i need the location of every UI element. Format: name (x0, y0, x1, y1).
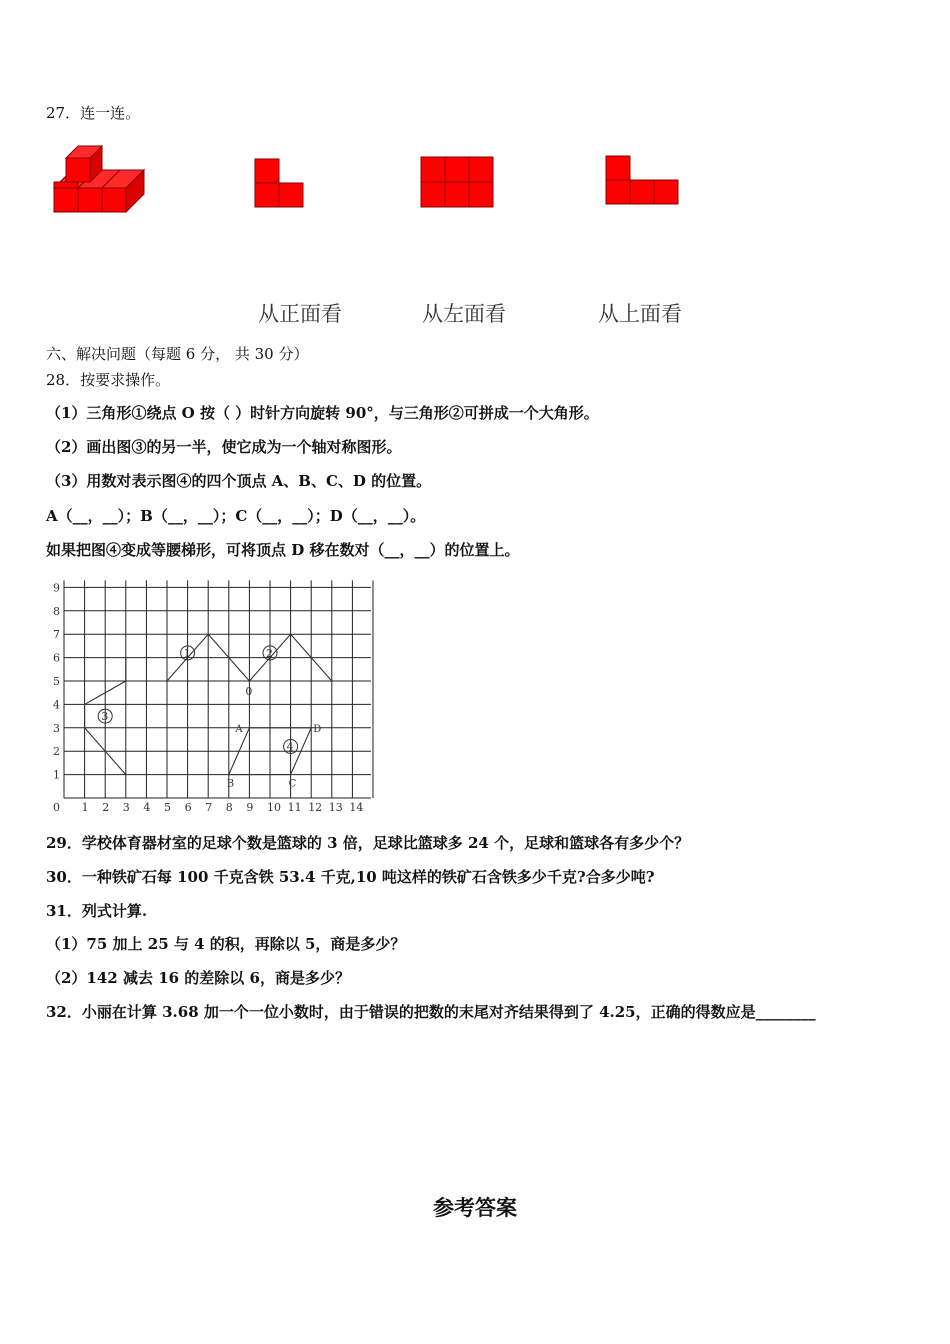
y-tick-label: 3 (53, 721, 60, 735)
q28-title: 28．按要求操作。 (46, 371, 171, 389)
view-labels (258, 298, 718, 328)
x-tick-label: 7 (205, 801, 213, 814)
answer-title: 参考答案 (433, 1196, 517, 1220)
x-tick-label: 13 (328, 801, 343, 814)
y-tick-label: 1 (53, 768, 60, 782)
y-tick-label: 7 (53, 628, 60, 642)
view-option-a (254, 158, 306, 210)
coordinate-grid-figure (44, 572, 374, 812)
x-tick-label: 8 (225, 801, 233, 814)
q28-part2: （2）画出图③的另一半，使它成为一个轴对称图形。 (46, 438, 402, 456)
view-option-c (605, 155, 683, 209)
shape-number-label: 3 (101, 710, 109, 724)
q31-part2: （2）142 减去 16 的差除以 6，商是多少？ (46, 969, 350, 987)
q28-part3: （3）用数对表示图④的四个顶点 A、B、C、D 的位置。 (46, 472, 432, 490)
x-tick-label: 6 (184, 801, 192, 814)
q31-title: 31．列式计算. (46, 902, 148, 920)
q30: 30．一种铁矿石每 100 千克含铁 53.4 千克,10 吨这样的铁矿石含铁多少千克?合多少吨? (46, 868, 655, 886)
x-tick-label: 1 (81, 801, 89, 814)
section6-title: 六、解决问题（每题 6 分， 共 30 分） (46, 345, 309, 363)
x-tick-label: 5 (164, 801, 171, 814)
q28-part4: A（__，__）；B（__，__）；C（__，__）；D（__，__）。 (46, 507, 426, 525)
view-label-top: 从上面看 (598, 302, 682, 326)
x-tick-label: 11 (287, 801, 302, 814)
point-a-label: A (235, 723, 243, 735)
x-tick-label: 2 (102, 801, 110, 814)
point-d-label: D (313, 723, 322, 735)
cube-solid-figure (52, 144, 152, 216)
y-tick-label: 5 (53, 675, 60, 688)
shape-number-label: 1 (183, 646, 191, 660)
x-tick-label: 4 (143, 801, 151, 814)
y-tick-label: 9 (53, 581, 60, 595)
y-tick-label: 8 (53, 604, 60, 618)
q28-part5: 如果把图④变成等腰梯形，可将顶点 D 移在数对（__，__）的位置上。 (46, 541, 520, 559)
x-tick-label: 9 (246, 801, 254, 814)
q28-part1: （1）三角形①绕点 O 按（ ）时针方向旋转 90°，与三角形②可拼成一个大角形。 (46, 404, 599, 422)
q32: 32．小丽在计算 3.68 加一个一位小数时，由于错误的把数的末尾对齐结果得到了 4.25，正确的得数应是________ (46, 1003, 816, 1021)
x-tick-label: 14 (349, 801, 364, 814)
point-o-label: 0 (245, 685, 253, 698)
point-b-label: B (226, 778, 235, 790)
shape-number-label: 2 (266, 646, 273, 660)
shape-number-label: 4 (286, 740, 294, 754)
x-tick-label: 0 (53, 801, 60, 814)
x-tick-label: 10 (267, 801, 281, 814)
view-label-left: 从左面看 (422, 302, 506, 326)
q31-part1: （1）75 加上 25 与 4 的积，再除以 5，商是多少？ (46, 935, 406, 953)
q27-title: 27．连一连。 (46, 104, 141, 122)
x-tick-label: 3 (122, 801, 130, 814)
y-tick-label: 6 (53, 651, 60, 665)
view-option-b (420, 156, 496, 210)
y-tick-label: 2 (53, 745, 60, 759)
view-label-front: 从正面看 (258, 302, 342, 326)
y-tick-label: 4 (53, 698, 60, 712)
point-c-label: C (288, 778, 297, 790)
x-tick-label: 12 (308, 801, 323, 814)
q29: 29．学校体育器材室的足球个数是篮球的 3 倍，足球比篮球多 24 个，足球和篮球各有多少个？ (46, 834, 690, 852)
